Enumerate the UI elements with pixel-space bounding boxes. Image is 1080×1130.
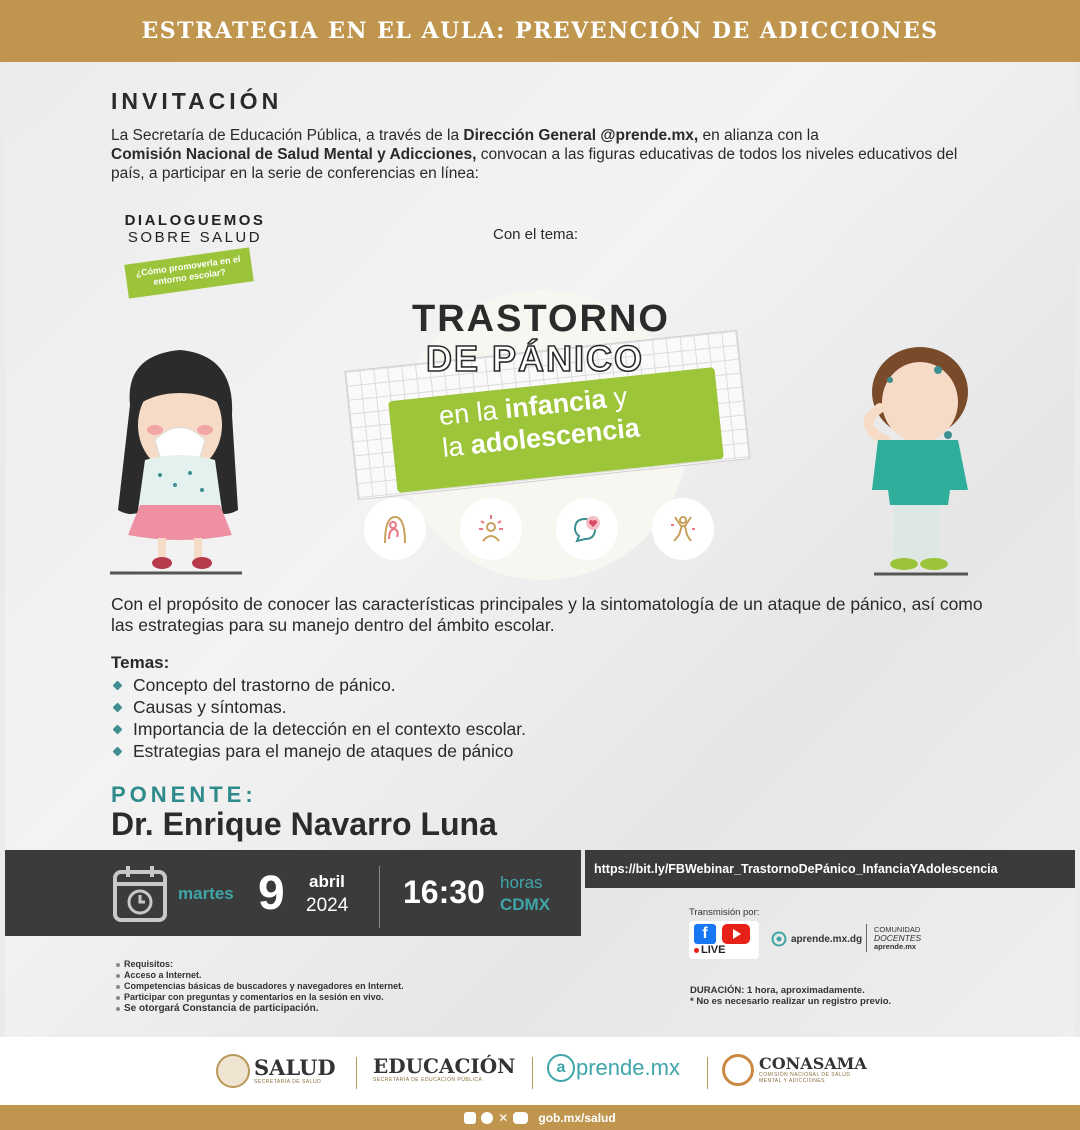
list-item: Acceso a Internet. <box>116 970 404 981</box>
transmission-divider <box>866 924 867 952</box>
header-banner <box>0 0 1080 62</box>
purpose-text: Con el propósito de conocer las características principales y la sintomatología de un ataque de pánico, así como las estrategias para su manejo dentro del ámbito escolar. <box>111 594 983 635</box>
time-unit: horas <box>500 873 543 892</box>
youtube-icon[interactable] <box>513 1112 528 1124</box>
event-day: 9 <box>258 867 285 920</box>
aprende-logo: a prende.mx <box>547 1054 680 1082</box>
celebrating-person-icon <box>652 498 714 560</box>
topics-list <box>111 674 526 762</box>
facebook-icon[interactable] <box>464 1112 476 1124</box>
bullet-icon <box>116 974 120 978</box>
series-line1: DIALOGUEMOS <box>124 212 266 229</box>
event-month: abril <box>309 872 345 891</box>
diamond-bullet-icon <box>113 724 123 734</box>
heart-speech-bubble-icon <box>556 498 618 560</box>
conasama-mark-icon <box>722 1054 754 1086</box>
speaker-name: Dr. Enrique Navarro Luna <box>111 806 497 842</box>
footer-banner <box>0 1105 1080 1130</box>
event-year: 2024 <box>306 895 349 916</box>
diamond-bullet-icon <box>113 702 123 712</box>
live-label: LIVE <box>701 944 726 956</box>
registration-note: * No es necesario realizar un registro previo. <box>690 996 892 1007</box>
header-title: ESTRATEGIA EN EL AULA: PREVENCIÓN DE ADICCIONES <box>141 18 939 44</box>
list-item: Se otorgará Constancia de participación. <box>116 1003 404 1014</box>
list-item: Participar con preguntas y comentarios en la sesión en vivo. <box>116 992 404 1003</box>
speaker-label: PONENTE: <box>111 782 257 807</box>
eagle-seal-icon <box>216 1054 250 1088</box>
topic-title-line1: TRASTORNO <box>412 298 670 340</box>
invitation-title: INVITACIÓN <box>111 88 283 114</box>
anxious-person-icon <box>460 498 522 560</box>
aprende-a-icon: a <box>547 1054 575 1082</box>
footer-divider <box>356 1057 357 1089</box>
aprende-icon <box>771 931 787 947</box>
topic-intro: Con el tema: <box>493 226 579 243</box>
list-item: Importancia de la detección en el contexto escolar. <box>111 718 526 740</box>
gob-site-link[interactable]: gob.mx/salud <box>538 1110 616 1125</box>
list-item: Requisitos: <box>116 959 404 970</box>
comunidad-docentes-logo: COMUNIDAD DOCENTES aprende.mx <box>874 925 922 951</box>
duration-note: DURACIÓN: 1 hora, aproximadamente. <box>690 985 865 996</box>
date-divider <box>379 866 380 928</box>
salud-logo: SALUD SECRETARÍA DE SALUD <box>216 1054 336 1088</box>
bullet-icon <box>116 996 120 1000</box>
webinar-link[interactable]: https://bit.ly/FBWebinar_TrastornoDePánico_InfanciaYAdolescencia <box>585 850 1075 888</box>
footer-divider <box>707 1057 708 1089</box>
time-zone: CDMX <box>500 895 551 914</box>
conasama-logo: CONASAMA COMISIÓN NACIONAL DE SALUD MENTAL Y ADICCIONES <box>722 1054 869 1086</box>
instagram-icon[interactable] <box>481 1112 493 1124</box>
boy-illustration <box>860 340 975 580</box>
bullet-icon <box>116 963 120 967</box>
series-logo <box>110 212 280 246</box>
list-item: Causas y síntomas. <box>111 696 526 718</box>
topic-title-line2: DE PÁNICO <box>426 338 645 379</box>
invitation-text: La Secretaría de Educación Pública, a través de la Dirección General @prende.mx, en alianza con la Comisión Nacional de Salud Mental y Adicciones, convocan a las figuras educativas de todos los niveles educativos del país, a participar en la serie de conferencias en línea: <box>111 127 958 182</box>
live-dot-icon <box>694 948 699 953</box>
topic-subtitle: en la infancia y la adolescencia <box>437 381 642 463</box>
facebook-icon: f <box>694 924 716 944</box>
list-item: Concepto del trastorno de pánico. <box>111 674 526 696</box>
diamond-bullet-icon <box>113 680 123 690</box>
footer-divider <box>532 1057 533 1089</box>
topic-icons <box>364 498 714 560</box>
series-line2: SOBRE SALUD <box>127 229 263 246</box>
event-notes <box>690 985 891 1007</box>
hugging-person-icon <box>364 498 426 560</box>
x-icon[interactable]: ✕ <box>498 1110 509 1125</box>
girl-illustration <box>110 345 250 580</box>
footer-logos <box>0 1037 1080 1105</box>
youtube-icon <box>722 924 750 944</box>
live-badge[interactable] <box>689 921 759 959</box>
aprende-channel[interactable]: aprende.mx.dg <box>771 931 862 947</box>
transmission-label: Transmisión por: <box>689 907 760 918</box>
bullet-icon <box>116 985 120 989</box>
event-weekday: martes <box>178 884 234 903</box>
educacion-logo: EDUCACIÓN SECRETARÍA DE EDUCACIÓN PÚBLICA <box>373 1054 516 1083</box>
event-date-bar <box>5 850 581 936</box>
bullet-icon <box>116 1007 120 1011</box>
list-item: Competencias básicas de buscadores y navegadores en Internet. <box>116 981 404 992</box>
list-item: Estrategias para el manejo de ataques de pánico <box>111 740 526 762</box>
event-time: 16:30 <box>403 874 485 910</box>
calendar-icon <box>112 864 168 924</box>
topics-title: Temas: <box>111 653 170 672</box>
requirements-list <box>116 959 404 1014</box>
series-tag: ¿Cómo promoverla en el entorno escolar? <box>124 247 254 298</box>
diamond-bullet-icon <box>113 746 123 756</box>
